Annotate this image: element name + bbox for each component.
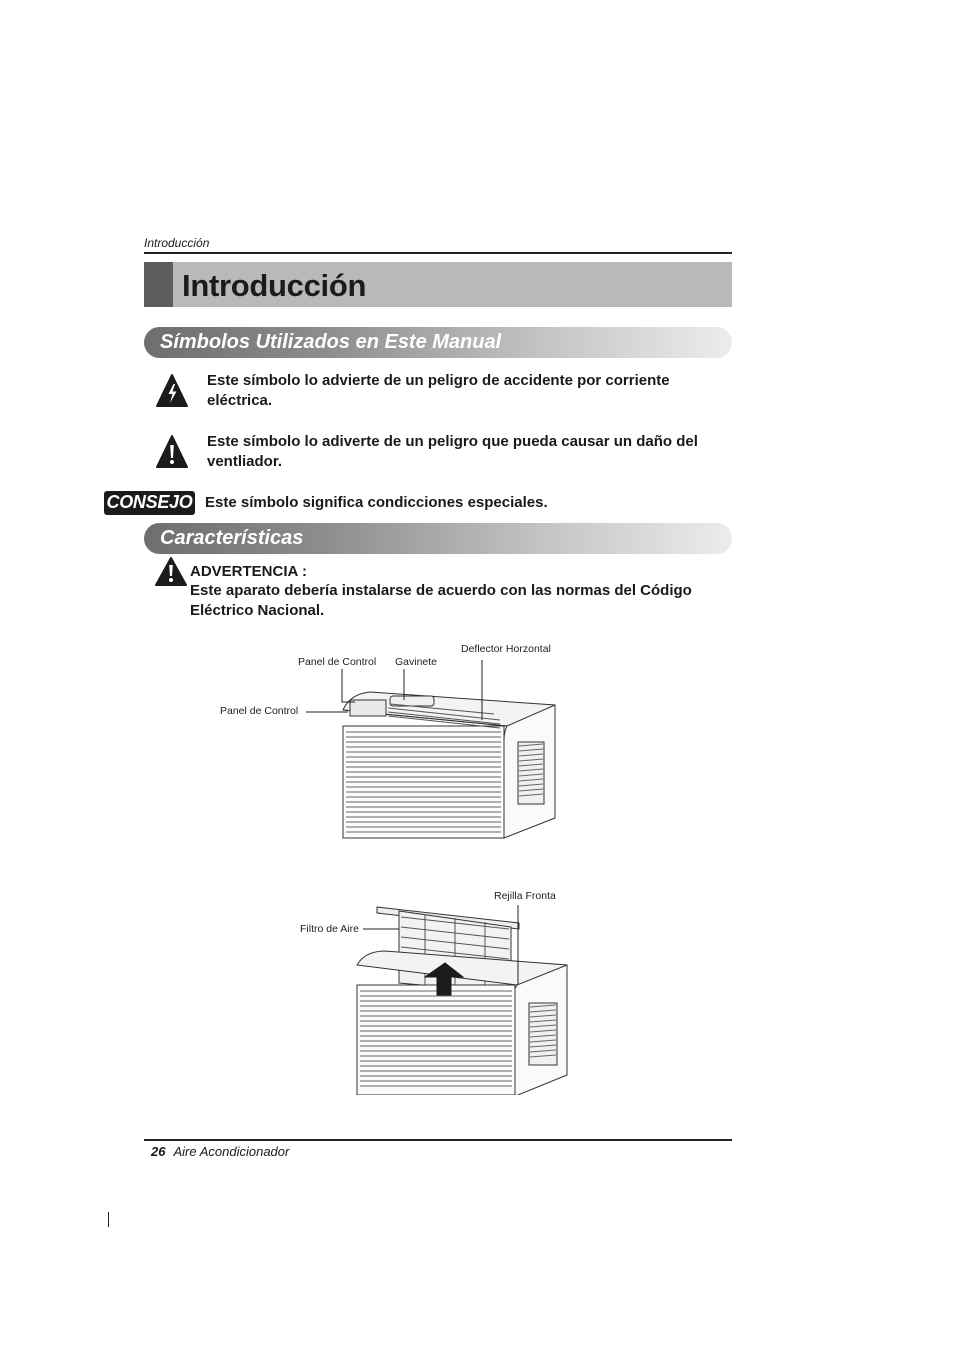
warning-text: Este aparato debería instalarse de acuerdo con las normas del Código Eléctrico Nacional. [190,582,692,619]
consejo-badge-text: CONSEJO [106,492,193,512]
header-rule [144,252,732,254]
figure-label: Deflector Horzontal [461,643,551,655]
page-number: 26 [151,1144,166,1159]
section-heading-features [144,523,732,554]
symbol-description: Este símbolo significa condicciones especiales. [205,494,548,511]
figure-label: Filtro de Aire [300,923,359,935]
section-heading-symbols [144,327,732,358]
symbol-description: Este símbolo lo advierte de un peligro de accidente por corriente eléctrica. [207,372,670,409]
footer [151,1144,289,1159]
electric-shock-warning-icon [155,373,189,409]
ac-unit-figure [210,640,580,845]
warning-triangle-icon [155,434,189,470]
ac-unit-illustration [210,640,580,845]
running-head: Introducción [144,236,210,250]
consejo-badge [104,491,195,515]
figure-label: Panel de Control [220,705,299,717]
figure-label: Panel de Control [298,656,377,668]
page-title: Introducción [182,268,367,303]
margin-mark [108,1212,109,1227]
figure-label: Rejilla Fronta [494,890,556,902]
section-heading-text: Características [160,527,304,549]
section-heading-text: Símbolos Utilizados en Este Manual [160,331,502,353]
warning-label: ADVERTENCIA : [190,563,307,580]
air-filter-figure [295,885,580,1095]
symbol-description: Este símbolo lo adiverte de un peligro que pueda causar un daño del ventliador. [207,433,698,470]
footer-rule [144,1139,732,1141]
title-block [144,262,173,307]
air-filter-illustration [295,885,580,1095]
footer-title: Aire Acondicionador [173,1144,290,1159]
title-bar [144,262,732,307]
warning-triangle-icon [154,556,188,588]
figure-label: Gavinete [395,656,438,668]
